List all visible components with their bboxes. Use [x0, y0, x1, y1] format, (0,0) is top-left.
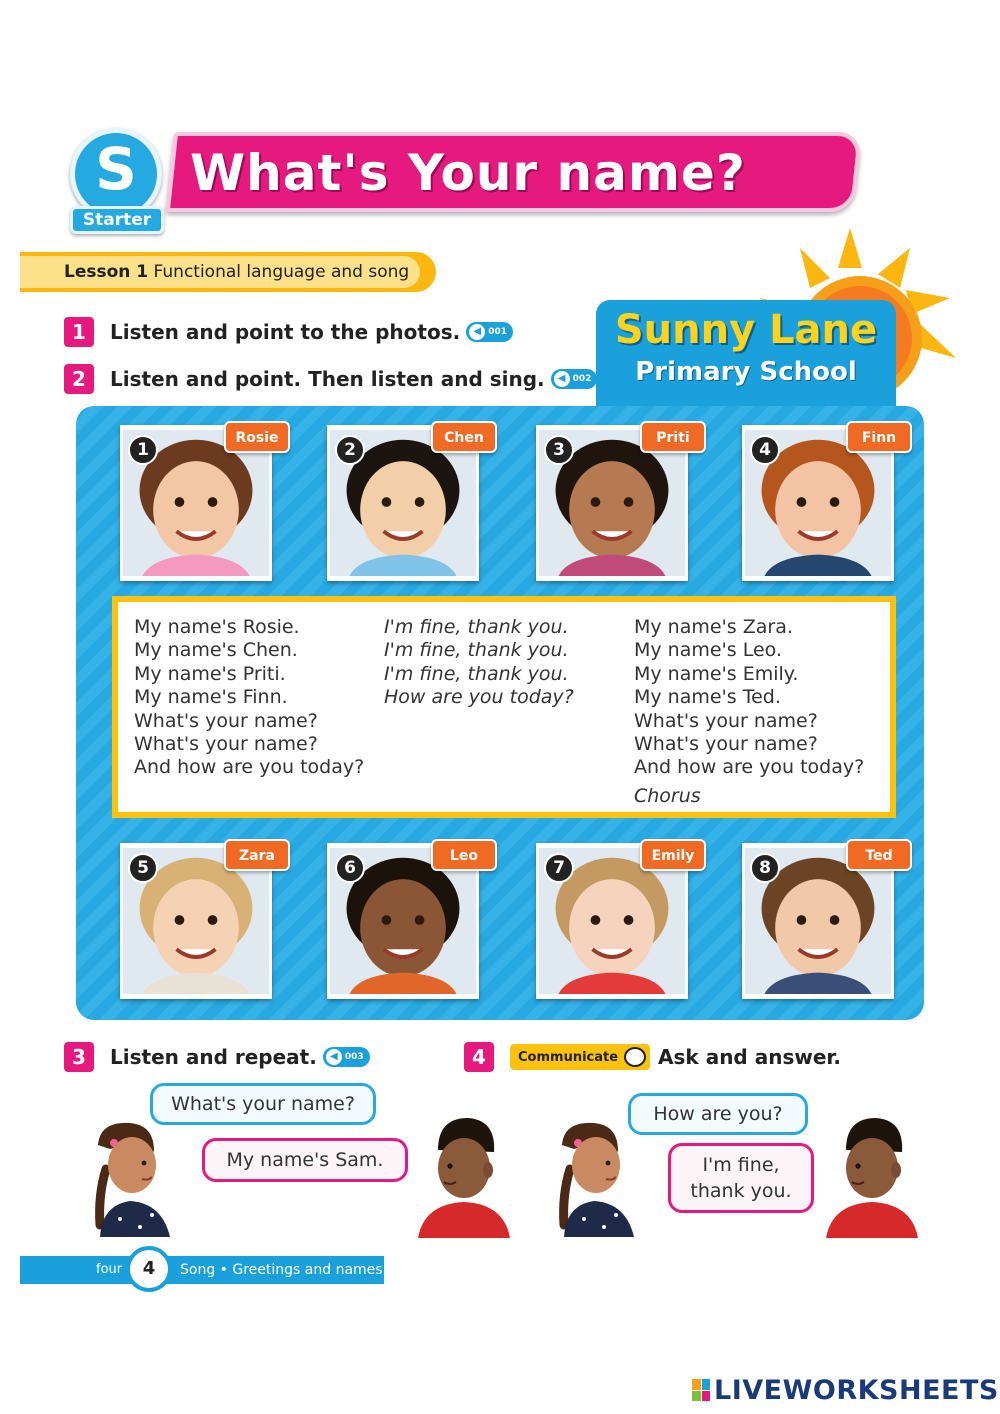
activity-text: Listen and repeat.: [110, 1045, 317, 1069]
chorus-label: Chorus: [634, 784, 701, 807]
activity-text: Listen and point to the photos.: [110, 320, 461, 344]
photo-number: 6: [335, 853, 365, 883]
page-number-word: four: [96, 1262, 123, 1277]
communicate-label: Communicate: [518, 1049, 619, 1065]
lyric-line: My name's Finn.: [134, 686, 288, 709]
lyric-line: What's your name?: [634, 709, 818, 732]
boy-illustration-left: [414, 1110, 514, 1238]
lyric-line: My name's Chen.: [134, 639, 298, 662]
bubble-text: My name's Sam.: [226, 1149, 384, 1171]
lyric-line: My name's Ted.: [634, 686, 781, 709]
photo-number: 4: [750, 435, 780, 465]
activity-number: 2: [64, 364, 94, 394]
photo-number: 3: [544, 435, 574, 465]
lesson-label: Lesson 1: [64, 262, 149, 282]
school-subtitle: Primary School: [635, 357, 857, 387]
bubble-text-line-2: thank you.: [690, 1180, 792, 1202]
liveworksheets-logo-icon: [692, 1379, 710, 1401]
bubble-text: What's your name?: [171, 1093, 355, 1115]
lyric-line: My name's Rosie.: [134, 616, 300, 638]
lesson-heading: [64, 256, 409, 288]
speech-bubble-answer-left: [202, 1138, 408, 1182]
speech-bubble-icon: [624, 1047, 646, 1067]
activity-number: 3: [64, 1042, 94, 1072]
lyrics-column-3: [634, 616, 864, 808]
badge-letter: S: [95, 135, 137, 203]
lyric-line: My name's Leo.: [634, 639, 782, 662]
name-tag: Leo: [431, 839, 497, 871]
communicate-badge: [510, 1044, 650, 1070]
lyric-line: I'm fine, thank you.: [384, 639, 569, 662]
activity-2: [64, 362, 597, 396]
photo-number: 1: [128, 435, 158, 465]
lyric-line: My name's Priti.: [134, 662, 286, 685]
lyric-line: My name's Zara.: [634, 616, 793, 638]
starter-label: Starter: [70, 206, 164, 234]
audio-track-button[interactable]: [551, 369, 598, 389]
lyric-line: What's your name?: [134, 733, 318, 756]
lyric-line: And how are you today?: [634, 756, 865, 779]
girl-illustration-left: [80, 1115, 180, 1237]
bubble-text-line-1: I'm fine,: [702, 1154, 780, 1176]
name-tag: Chen: [431, 421, 497, 453]
lesson-description: Functional language and song: [153, 262, 410, 282]
speech-bubble-answer-right: [668, 1143, 814, 1213]
lyrics-column-1: [134, 616, 364, 780]
photo-number: 8: [750, 853, 780, 883]
lyrics-column-2: [384, 616, 574, 710]
page-title: What's Your name?: [190, 144, 746, 202]
lyric-line: My name's Emily.: [634, 662, 799, 685]
speaker-icon: ◀: [326, 1049, 342, 1065]
activity-1: [64, 315, 513, 349]
photo-number: 7: [544, 853, 574, 883]
activity-number: 1: [64, 317, 94, 347]
activity-4: [464, 1040, 841, 1074]
page-number: 4: [126, 1246, 172, 1292]
lyric-line: How are you today?: [384, 686, 574, 709]
bubble-text: How are you?: [653, 1103, 783, 1125]
speaker-icon: ◀: [469, 324, 485, 340]
lyric-line: What's your name?: [634, 733, 818, 756]
song-lyrics-box: [112, 596, 896, 818]
audio-track-button[interactable]: [323, 1047, 370, 1067]
lyric-line: And how are you today?: [134, 756, 365, 779]
audio-track-number: 001: [488, 327, 508, 337]
name-tag: Ted: [846, 839, 912, 871]
photo-number: 2: [335, 435, 365, 465]
speaker-icon: ◀: [554, 371, 570, 387]
name-tag: Zara: [224, 839, 290, 871]
watermark-text: LIVEWORKSHEETS: [714, 1374, 999, 1406]
photo-number: 5: [128, 853, 158, 883]
activity-text: Listen and point. Then listen and sing.: [110, 367, 545, 391]
speech-bubble-question-right: [628, 1093, 808, 1135]
name-tag: Priti: [640, 421, 706, 453]
speech-bubble-question-left: [150, 1083, 376, 1125]
school-name: Sunny Lane: [614, 307, 878, 353]
girl-illustration-right: [544, 1115, 644, 1237]
name-tag: Rosie: [224, 421, 290, 453]
boy-illustration-right: [822, 1110, 922, 1238]
audio-track-button[interactable]: [466, 322, 513, 342]
activity-text: Ask and answer.: [658, 1045, 841, 1069]
liveworksheets-watermark: [692, 1372, 999, 1408]
lyric-line: I'm fine, thank you.: [384, 616, 569, 638]
footer-section: Song • Greetings and names: [180, 1262, 383, 1278]
activity-number: 4: [464, 1042, 494, 1072]
lyric-line: What's your name?: [134, 709, 318, 732]
name-tag: Finn: [846, 421, 912, 453]
audio-track-number: 003: [344, 1052, 364, 1062]
lyric-line: I'm fine, thank you.: [384, 662, 569, 685]
activity-3: [64, 1040, 370, 1074]
name-tag: Emily: [640, 839, 706, 871]
audio-track-number: 002: [572, 374, 592, 384]
